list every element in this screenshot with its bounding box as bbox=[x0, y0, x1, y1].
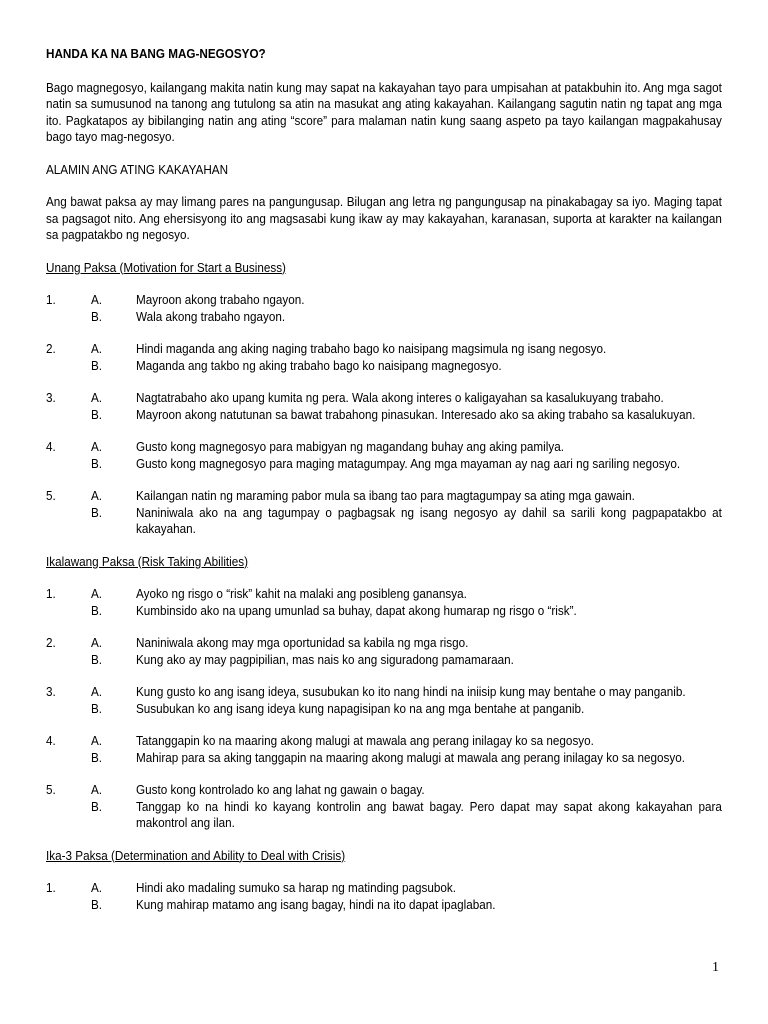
option-text: Wala akong trabaho ngayon. bbox=[136, 308, 286, 324]
question-number: 3. bbox=[46, 390, 56, 405]
option-b bbox=[46, 456, 722, 473]
option-letter: B. bbox=[91, 749, 103, 765]
question-number: 1. bbox=[46, 292, 56, 307]
option-text: Hindi maganda ang aking naging trabaho bago ko naisipang magsimula ng isang negosyo. bbox=[136, 341, 607, 356]
option-a bbox=[46, 684, 722, 701]
question-item bbox=[46, 488, 722, 538]
option-a bbox=[46, 488, 722, 505]
option-a bbox=[46, 782, 722, 799]
option-letter: B. bbox=[91, 406, 103, 422]
option-letter: A. bbox=[91, 733, 103, 748]
question-number bbox=[46, 309, 91, 326]
option-letter: A. bbox=[91, 341, 103, 356]
question-list bbox=[46, 586, 722, 832]
option-text: Tanggap ko na hindi ko kayang kontrolin ang bawat bagay. Pero dapat may sapat akong kakayahan para makontrol ang ilan. bbox=[136, 798, 722, 830]
option-a bbox=[46, 880, 722, 897]
question-number bbox=[46, 603, 91, 620]
option-b bbox=[46, 750, 722, 767]
option-b bbox=[46, 407, 722, 424]
question-item bbox=[46, 586, 722, 619]
question-item bbox=[46, 341, 722, 374]
question-number: 1. bbox=[46, 586, 56, 601]
question-item bbox=[46, 635, 722, 668]
question-number bbox=[46, 505, 91, 538]
option-text: Hindi ako madaling sumuko sa harap ng matinding pagsubok. bbox=[136, 880, 457, 895]
question-item bbox=[46, 684, 722, 717]
option-letter: A. bbox=[91, 880, 103, 895]
topic-section bbox=[46, 260, 722, 538]
option-b bbox=[46, 897, 722, 914]
intro-paragraph: Bago magnegosyo, kailangang makita natin kung may sapat na kakayahan tayo para umpisahan at patakbuhin ito. Ang mga sagot natin sa sumusunod na tanong ang tutulong sa atin na masukat ang ating kakayahan. Kailangang sagutin natin ng tapat ang mga ito. Pagkatapos ay bibilanging natin ang ating “score” para malaman natin kung saang aspeto pa tayo kailangan magpakahusay bago tayo mag-negosyo. bbox=[46, 79, 722, 144]
option-letter: A. bbox=[91, 488, 103, 503]
question-item bbox=[46, 439, 722, 472]
option-letter: A. bbox=[91, 782, 103, 797]
question-number bbox=[46, 456, 91, 473]
topic-title: Unang Paksa (Motivation for Start a Business) bbox=[46, 259, 286, 275]
option-b bbox=[46, 309, 722, 326]
option-text: Kung mahirap matamo ang isang bagay, hindi na ito dapat ipaglaban. bbox=[136, 896, 496, 912]
option-text: Kailangan natin ng maraming pabor mula sa ibang tao para magtagumpay sa ating mga gawain. bbox=[136, 488, 635, 503]
option-text: Mahirap para sa aking tanggapin na maaring akong malugi at mawala ang perang inilagay ko sa negosyo. bbox=[136, 749, 685, 765]
question-number: 5. bbox=[46, 782, 56, 797]
option-a bbox=[46, 733, 722, 750]
option-letter: B. bbox=[91, 602, 103, 618]
option-a bbox=[46, 390, 722, 407]
option-b bbox=[46, 652, 722, 669]
question-number bbox=[46, 701, 91, 718]
page-number: 1 bbox=[712, 960, 719, 975]
question-number bbox=[46, 407, 91, 424]
option-letter: A. bbox=[91, 390, 103, 405]
question-number bbox=[46, 897, 91, 914]
option-letter: B. bbox=[91, 504, 103, 520]
option-text: Gusto kong magnegosyo para maging matagumpay. Ang mga mayaman ay nag aari ng sariling negosyo. bbox=[136, 455, 681, 471]
option-text: Gusto kong magnegosyo para mabigyan ng magandang buhay ang aking pamilya. bbox=[136, 439, 564, 454]
question-list bbox=[46, 880, 722, 913]
question-item bbox=[46, 880, 722, 913]
option-text: Mayroon akong trabaho ngayon. bbox=[136, 292, 305, 307]
option-letter: A. bbox=[91, 439, 103, 454]
option-letter: B. bbox=[91, 455, 103, 471]
option-letter: B. bbox=[91, 896, 103, 912]
option-text: Kung gusto ko ang isang ideya, susubukan ko ito nang hindi na iniisip kung may bentahe o may panganib. bbox=[136, 684, 686, 699]
option-letter: B. bbox=[91, 798, 103, 814]
option-a bbox=[46, 586, 722, 603]
option-letter: B. bbox=[91, 308, 103, 324]
question-item bbox=[46, 733, 722, 766]
option-text: Nagtatrabaho ako upang kumita ng pera. Wala akong interes o kaligayahan sa kasalukuyang trabaho. bbox=[136, 390, 664, 405]
question-item bbox=[46, 782, 722, 832]
topic-title: Ikalawang Paksa (Risk Taking Abilities) bbox=[46, 553, 249, 569]
option-letter: A. bbox=[91, 684, 103, 699]
document-page bbox=[46, 46, 722, 929]
question-number bbox=[46, 652, 91, 669]
option-letter: A. bbox=[91, 586, 103, 601]
section-heading: ALAMIN ANG ATING KAKAYAHAN bbox=[46, 161, 229, 177]
topic-section bbox=[46, 554, 722, 832]
question-number: 2. bbox=[46, 341, 56, 356]
option-a bbox=[46, 341, 722, 358]
option-text: Maganda ang takbo ng aking trabaho bago ko naisipang magnegosyo. bbox=[136, 357, 502, 373]
option-b bbox=[46, 799, 722, 832]
question-item bbox=[46, 292, 722, 325]
option-letter: B. bbox=[91, 357, 103, 373]
topic-section bbox=[46, 848, 722, 914]
question-number bbox=[46, 358, 91, 375]
option-a bbox=[46, 439, 722, 456]
topic-title: Ika-3 Paksa (Determination and Ability to Deal with Crisis) bbox=[46, 847, 346, 863]
option-text: Mayroon akong natutunan sa bawat trabahong pinasukan. Interesado ako sa aking trabaho sa kasalukuyan. bbox=[136, 406, 696, 422]
question-number bbox=[46, 750, 91, 767]
option-text: Kung ako ay may pagpipilian, mas nais ko ang siguradong pamamaraan. bbox=[136, 651, 514, 667]
option-text: Gusto kong kontrolado ko ang lahat ng gawain o bagay. bbox=[136, 782, 425, 797]
option-letter: B. bbox=[91, 700, 103, 716]
question-list bbox=[46, 292, 722, 538]
option-letter: B. bbox=[91, 651, 103, 667]
option-text: Naniniwala ako na ang tagumpay o pagbagsak ng isang negosyo ay dahil sa sarili kong pagpapatakbo at kakayahan. bbox=[136, 504, 722, 536]
instructions-paragraph: Ang bawat paksa ay may limang pares na pangungusap. Bilugan ang letra ng pangungusap na pinakabagay sa iyo. Maging tapat sa pagsagot nito. Ang ehersisyong ito ang magsasabi kung ikaw ay may kakayahan, karanasan, suporta at karakter na kailangan sa pagpatakbo ng negosyo. bbox=[46, 194, 722, 242]
document-title: HANDA KA NA BANG MAG-NEGOSYO? bbox=[46, 46, 266, 61]
option-b bbox=[46, 505, 722, 538]
question-number: 1. bbox=[46, 880, 56, 895]
option-b bbox=[46, 358, 722, 375]
option-b bbox=[46, 701, 722, 718]
option-a bbox=[46, 292, 722, 309]
question-item bbox=[46, 390, 722, 423]
option-a bbox=[46, 635, 722, 652]
option-text: Naniniwala akong may mga oportunidad sa kabila ng mga risgo. bbox=[136, 635, 469, 650]
question-number: 4. bbox=[46, 439, 56, 454]
option-text: Ayoko ng risgo o “risk” kahit na malaki ang posibleng ganansya. bbox=[136, 586, 467, 601]
question-number: 4. bbox=[46, 733, 56, 748]
option-letter: A. bbox=[91, 292, 103, 307]
option-text: Tatanggapin ko na maaring akong malugi at mawala ang perang inilagay ko sa negosyo. bbox=[136, 733, 594, 748]
option-text: Susubukan ko ang isang ideya kung napagisipan ko na ang mga bentahe at panganib. bbox=[136, 700, 585, 716]
option-b bbox=[46, 603, 722, 620]
question-number bbox=[46, 799, 91, 832]
question-number: 5. bbox=[46, 488, 56, 503]
option-text: Kumbinsido ako na upang umunlad sa buhay, dapat akong humarap ng risgo o “risk”. bbox=[136, 602, 577, 618]
sections-container bbox=[46, 260, 722, 914]
question-number: 3. bbox=[46, 684, 56, 699]
question-number: 2. bbox=[46, 635, 56, 650]
option-letter: A. bbox=[91, 635, 103, 650]
